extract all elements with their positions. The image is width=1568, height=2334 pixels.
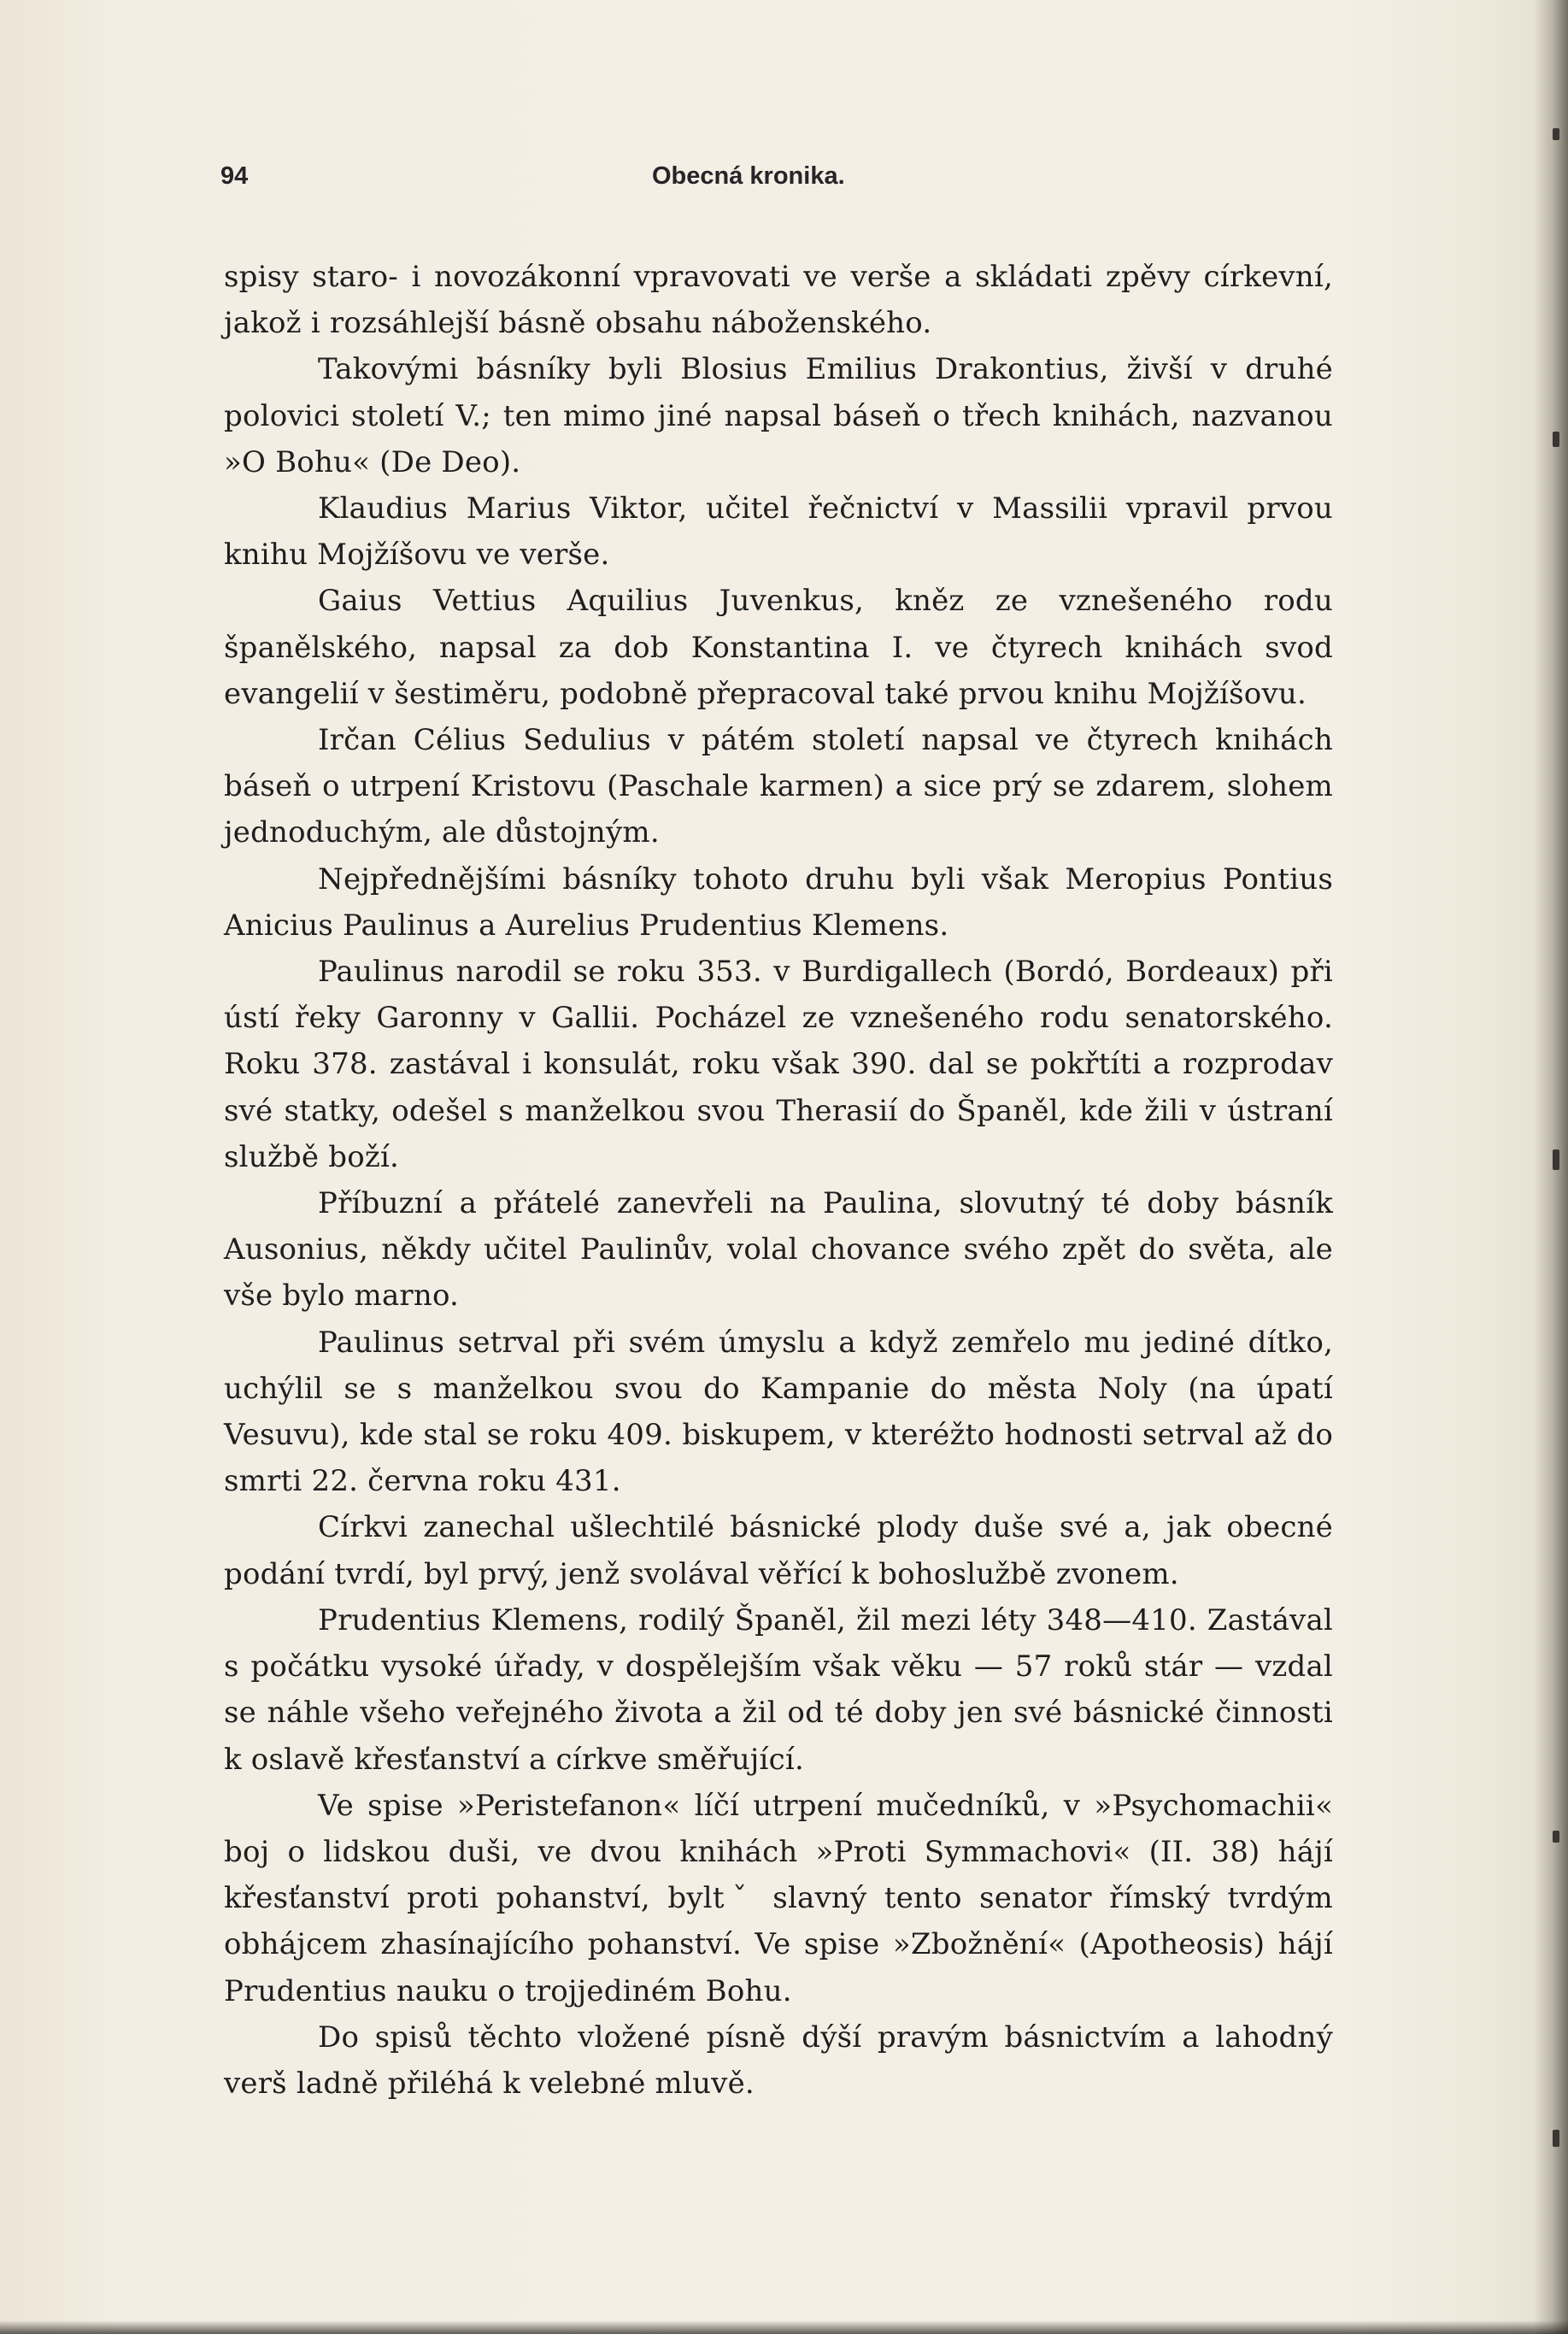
paragraph: Církvi zanechal ušlechtilé básnické plody duše své a, jak obecné podání tvrdí, byl prvý, jenž svolával věřící k bohoslužbě zvonem. — [224, 1510, 1333, 1591]
page-number: 94 — [220, 162, 249, 190]
page-bottom-shadow — [0, 2320, 1568, 2334]
margin-mark — [1553, 432, 1559, 447]
paragraph: Ve spise »Peristefanon« líčí utrpení mučedníků, v »Psychomachii« boj o lidskou duši, ve dvou knihách »Proti Symmachovi« (II. 38) hájí křesťanství proti pohanství, byltˇ slavný tento senator římský tvrdým obhájcem zhasínajícího pohanství. Ve spise »Zbožnění« (Apotheosis) hájí Prudentius nauku o trojjediném Bohu. — [224, 1788, 1333, 2008]
paragraph: Gaius Vettius Aquilius Juvenkus, kněz ze vznešeného rodu španělského, napsal za dob Konstantina I. ve čtyrech knihách svod evangelií v šestiměru, podobně přepracoval také prvou knihu Mojžíšovu. — [224, 584, 1333, 711]
body-text — [224, 254, 1333, 2107]
paragraph: Do spisů těchto vložené písně dýší pravým básnictvím a lahodný verš ladně přiléhá k velebné mluvě. — [224, 2019, 1333, 2101]
paragraph: spisy staro- i novozákonní vpravovati ve verše a skládati zpěvy církevní, jakož i rozsáhlejší básně obsahu náboženského. — [224, 260, 1333, 341]
paragraph: Paulinus narodil se roku 353. v Burdigallech (Bordó, Bordeaux) při ústí řeky Garonny v Gallii. Pocházel ze vznešeného rodu senatorského. Roku 378. zastával i konsulát, roku však 390. dal se pokřtíti a rozprodav své statky, odešel s manželkou svou Therasií do Španěl, kde žili v ústraní službě boží. — [224, 955, 1333, 1174]
paragraph: Klaudius Marius Viktor, učitel řečnictví v Massilii vpravil prvou knihu Mojžíšovu ve verše. — [224, 491, 1333, 573]
paragraph: Příbuzní a přátelé zanevřeli na Paulina, slovutný té doby básník Ausonius, někdy učitel Paulinův, volal chovance svého zpět do světa, ale vše bylo marno. — [224, 1186, 1333, 1314]
page-binding-shadow — [1534, 0, 1568, 2334]
margin-mark — [1553, 1831, 1559, 1843]
margin-mark — [1553, 128, 1559, 140]
running-title: Obecná kronika. — [652, 162, 845, 190]
paragraph: Nejpřednějšími básníky tohoto druhu byli však Meropius Pontius Anicius Paulinus a Aurelius Prudentius Klemens. — [224, 861, 1333, 943]
paragraph: Paulinus setrval při svém úmyslu a když zemřelo mu jediné dítko, uchýlil se s manželkou svou do Kampanie do města Noly (na úpatí Vesuvu), kde stal se roku 409. biskupem, v kteréžto hodnosti setrval až do smrti 22. června roku 431. — [224, 1325, 1333, 1499]
page-header — [220, 162, 878, 201]
paragraph: Prudentius Klemens, rodilý Španěl, žil mezi léty 348—410. Zastával s počátku vysoké úřady, v dospělejším však věku — 57 roků stár — vzdal se náhle všeho veřejného života a žil od té doby jen své básnické činnosti k oslavě křesťanství a církve směřující. — [224, 1602, 1333, 1777]
paragraph: Takovými básníky byli Blosius Emilius Drakontius, živší v druhé polovici století V.; ten mimo jiné napsal báseň o třech knihách, nazvanou »O Bohu« (De Deo). — [224, 352, 1333, 479]
margin-mark — [1553, 2130, 1559, 2147]
margin-mark — [1553, 1149, 1559, 1170]
paragraph: Irčan Célius Sedulius v pátém století napsal ve čtyrech knihách báseň o utrpení Kristovu (Paschale karmen) a sice prý se zdarem, slohem jednoduchým, ale důstojným. — [224, 723, 1333, 850]
